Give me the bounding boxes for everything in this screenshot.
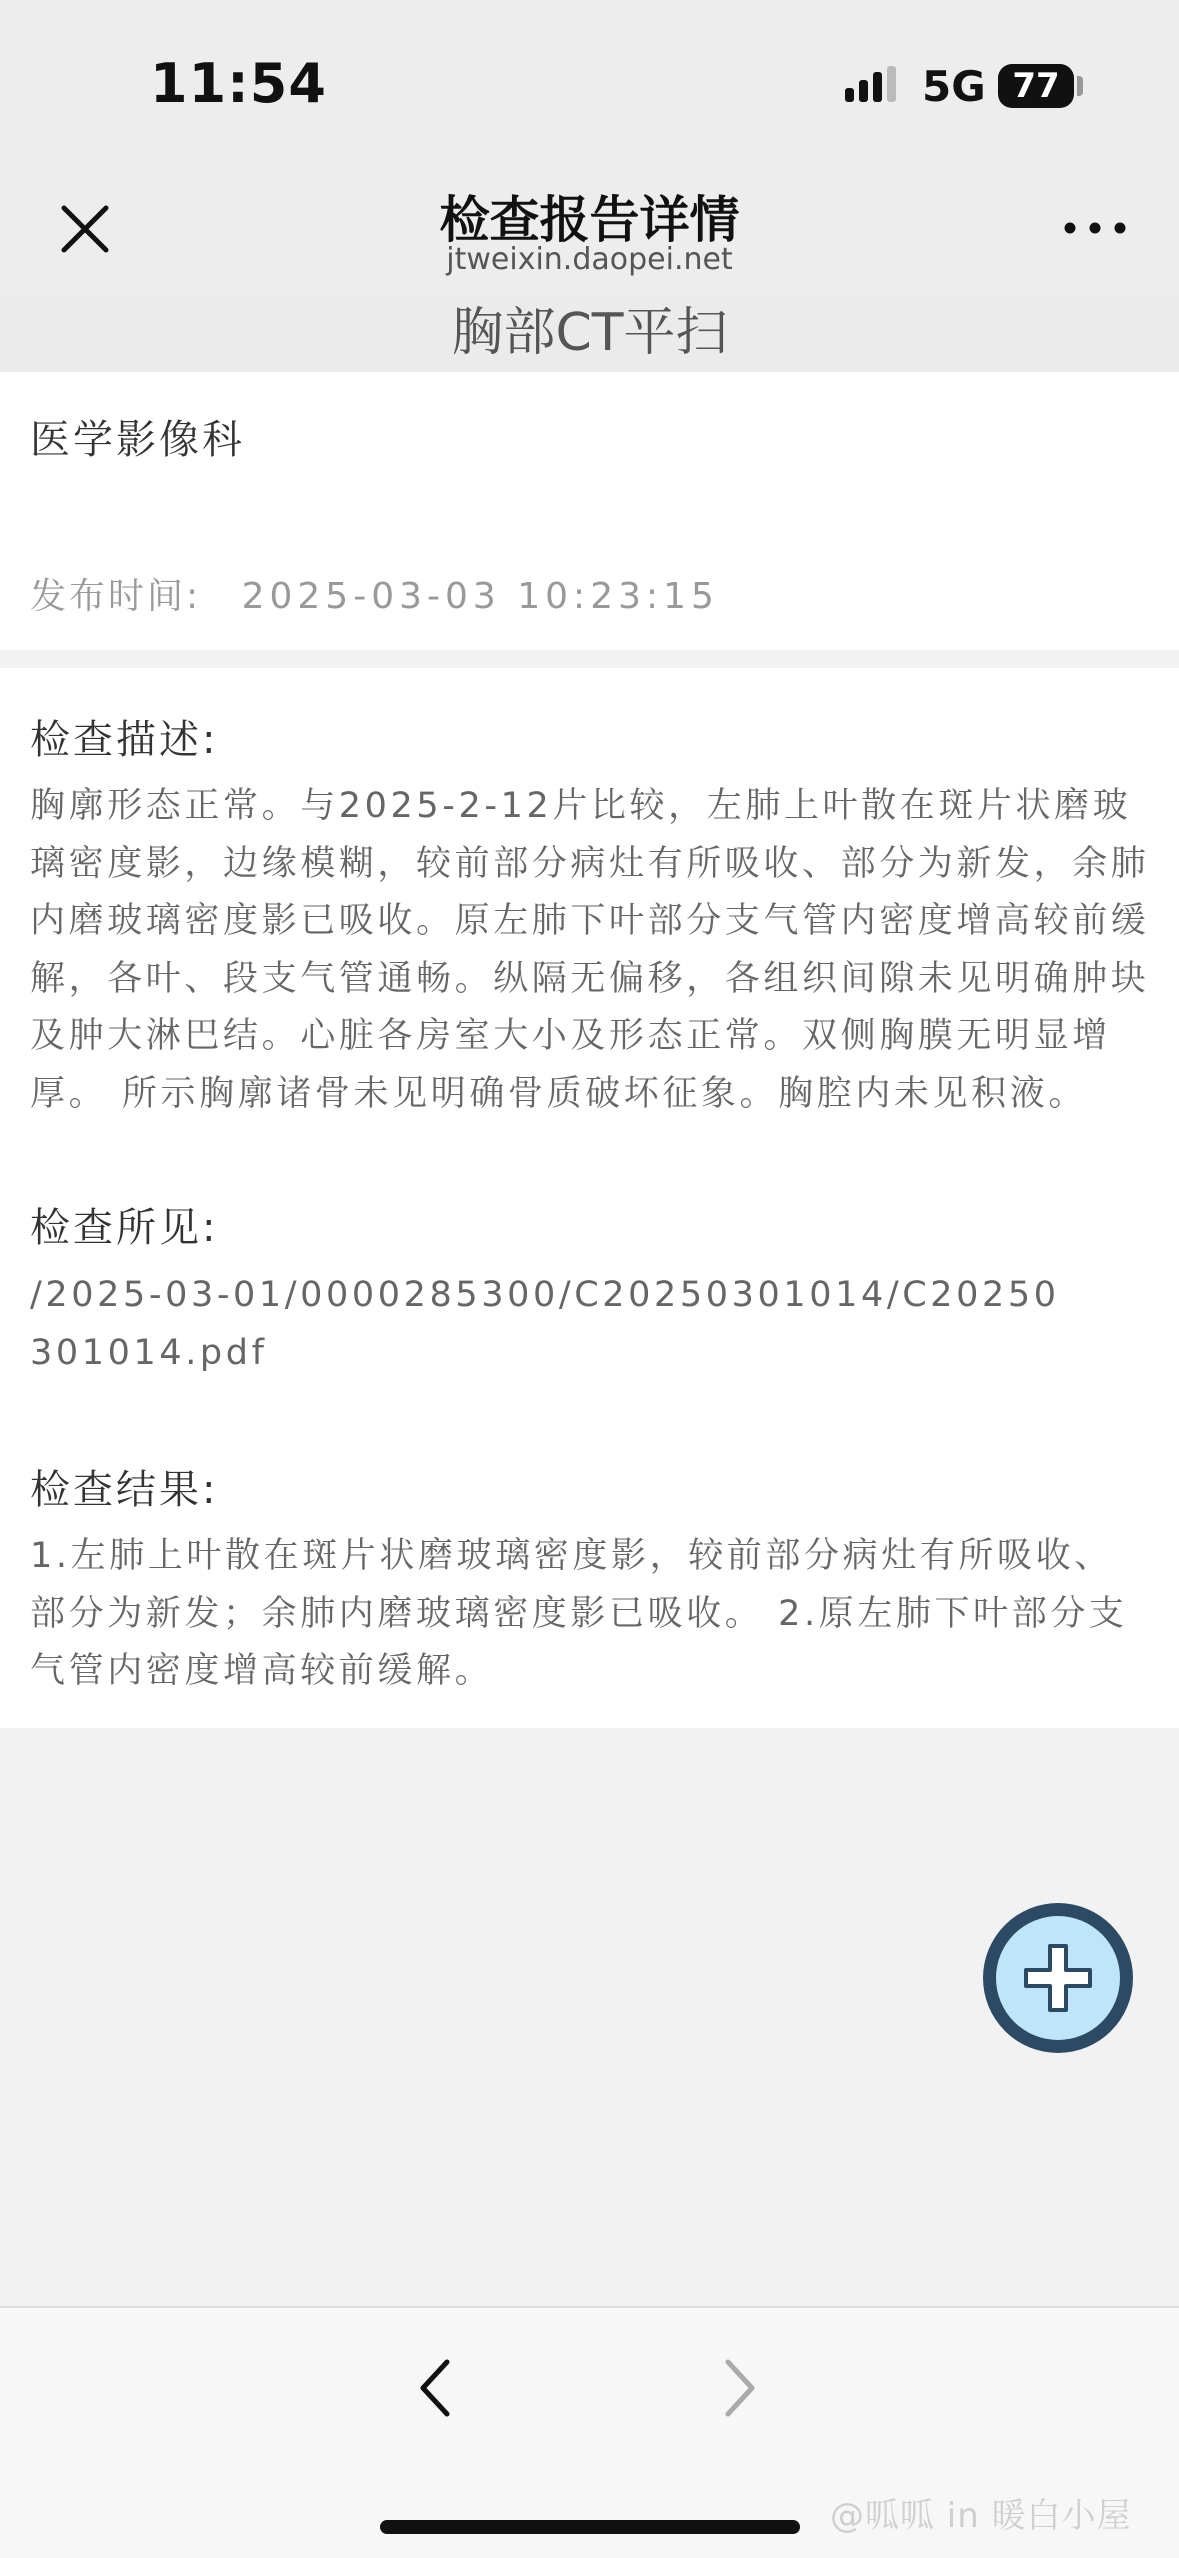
report-detail-card <box>0 668 1179 1728</box>
chevron-right-icon[interactable] <box>710 2348 770 2428</box>
battery-cap <box>1077 76 1083 96</box>
battery-icon: 77 <box>998 64 1074 108</box>
findings-title: 检查所见: <box>30 1205 219 1251</box>
results-text: 1.左肺上叶散在斑片状磨玻璃密度影，较前部分病灶有所吸收、部分为新发；余肺内磨玻璃密度影已吸收。 2.原左肺下叶部分支气管内密度增高较前缓解。 <box>30 1536 1128 1691</box>
add-button-inner <box>996 1916 1120 2040</box>
bottom-toolbar <box>0 2306 1179 2558</box>
description-text: 胸廓形态正常。与2025-2-12片比较，左肺上叶散在斑片状磨玻璃密度影，边缘模糊，较前部分病灶有所吸收、部分为新发，余肺内磨玻璃密度影已吸收。原左肺下叶部分支气管内密度增高较前缓解，各叶、段支气管通畅。纵隔无偏移，各组织间隙未见明确肿块及肿大淋巴结。心脏各房室大小及形态正常。双侧胸膜无明显增厚。 所示胸廓诸骨未见明确骨质破坏征象。胸腔内未见积液。 <box>30 786 1150 1114</box>
more-icon[interactable] <box>1060 206 1130 250</box>
publish-time-value: 2025-03-03 10:23:15 <box>241 576 719 617</box>
nav-bar <box>0 170 1179 294</box>
publish-time-label: 发布时间: <box>30 576 202 617</box>
department-name: 医学影像科 <box>30 417 245 463</box>
status-time: 11:54 <box>150 52 327 115</box>
findings-text[interactable]: /2025-03-01/0000285300/C20250301014/C20250301014.pdf <box>30 1275 1060 1373</box>
add-button[interactable] <box>983 1903 1133 2053</box>
page-title: 检查报告详情 <box>439 191 740 249</box>
chevron-left-icon[interactable] <box>405 2348 465 2428</box>
home-indicator <box>380 2520 800 2534</box>
publish-time-row <box>30 568 719 619</box>
department-card <box>0 372 1179 650</box>
description-title: 检查描述: <box>30 717 219 763</box>
network-label: 5G <box>922 62 986 111</box>
status-bar <box>0 0 1179 170</box>
page-domain: jtweixin.daopei.net <box>446 242 733 277</box>
plus-icon <box>1020 1940 1096 2016</box>
signal-icon <box>845 66 905 106</box>
watermark: @呱呱 in 暖白小屋 <box>830 2496 1132 2536</box>
report-title: 胸部CT平扫 <box>0 294 1179 372</box>
results-title: 检查结果: <box>30 1467 219 1513</box>
